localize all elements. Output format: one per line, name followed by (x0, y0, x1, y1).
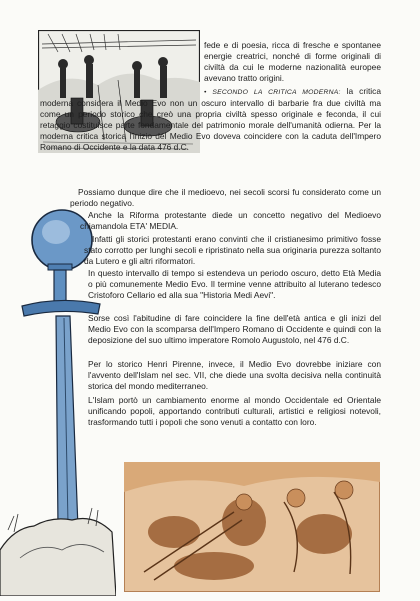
body-paragraph: Anche la Riforma protestante diede un concetto negativo del Medioevo chiamandola ETA' MEDIA. (80, 210, 381, 231)
body-paragraph: Possiamo dunque dire che il medioevo, nei secoli scorsi fu considerato come un periodo negativo. (70, 187, 381, 208)
body-paragraph: In questo intervallo di tempo si estendeva un periodo oscuro, detto Età Media o più comunemente Medio Evo. Il termine venne attribuito al luterano tedesco Cristoforo Cellario ed alla sua "Historia Medi Aevi". (88, 268, 381, 300)
modern-critique-body: la critica moderna considera il Medio Evo non un oscuro intervallo di barbarie fra due civiltà ma come un periodo storico che creò una propria civiltà spesso originale e feconda, il cui retaggio costituisce parte fondamentale del patrimonio morale dell'umanità odierna. Per la moderna critica storica l'inizio del Medio Evo doveva coincidere con la caduta dell'Impero Romano di Occidente e la data 476 d.C. (40, 86, 381, 152)
body-paragraph: Per lo storico Henri Pirenne, invece, il Medio Evo dovrebbe iniziare con l'avvento dell'Islam nel sec. VII, che diede una svolta decisiva nella continuità storica del mondo mediterraneo. (88, 359, 381, 391)
body-paragraph: L'Islam portò un cambiamento enorme al mondo Occidentale ed Orientale unificando popoli, apportando contributi culturali, artistici e religiosi notevoli, trasformando tutti i popoli che sono venuti a contatto con loro. (88, 395, 381, 427)
modern-critique-heading: • SECONDO LA CRITICA MODERNA: (204, 89, 341, 96)
column-top-paragraph: fede e di poesia, ricca di fresche e spontanee energie creatrici, nonché di forme originali di civiltà da cui le moderne nazionalità europee avevano tratto origini. (204, 40, 381, 83)
body-paragraph: Infatti gli storici protestanti erano convinti che il cristianesimo primitivo fosse stato corrotto per lunghi secoli e ripristinato nella sua originaria purezza soltanto da Lutero e gli altri riformatori. (84, 234, 381, 266)
body-paragraph: Sorse così l'abitudine di fare coincidere la fine dell'età antica e gli inizi del Medio Evo con la scomparsa dell'Impero Romano di Occidente e quindi con la deposizione del suo ultimo imperatore Romolo Augustolo, nel 476 d.C. (88, 313, 381, 345)
bottom-right-illustration (124, 462, 380, 592)
modern-critique-paragraph (40, 86, 381, 153)
